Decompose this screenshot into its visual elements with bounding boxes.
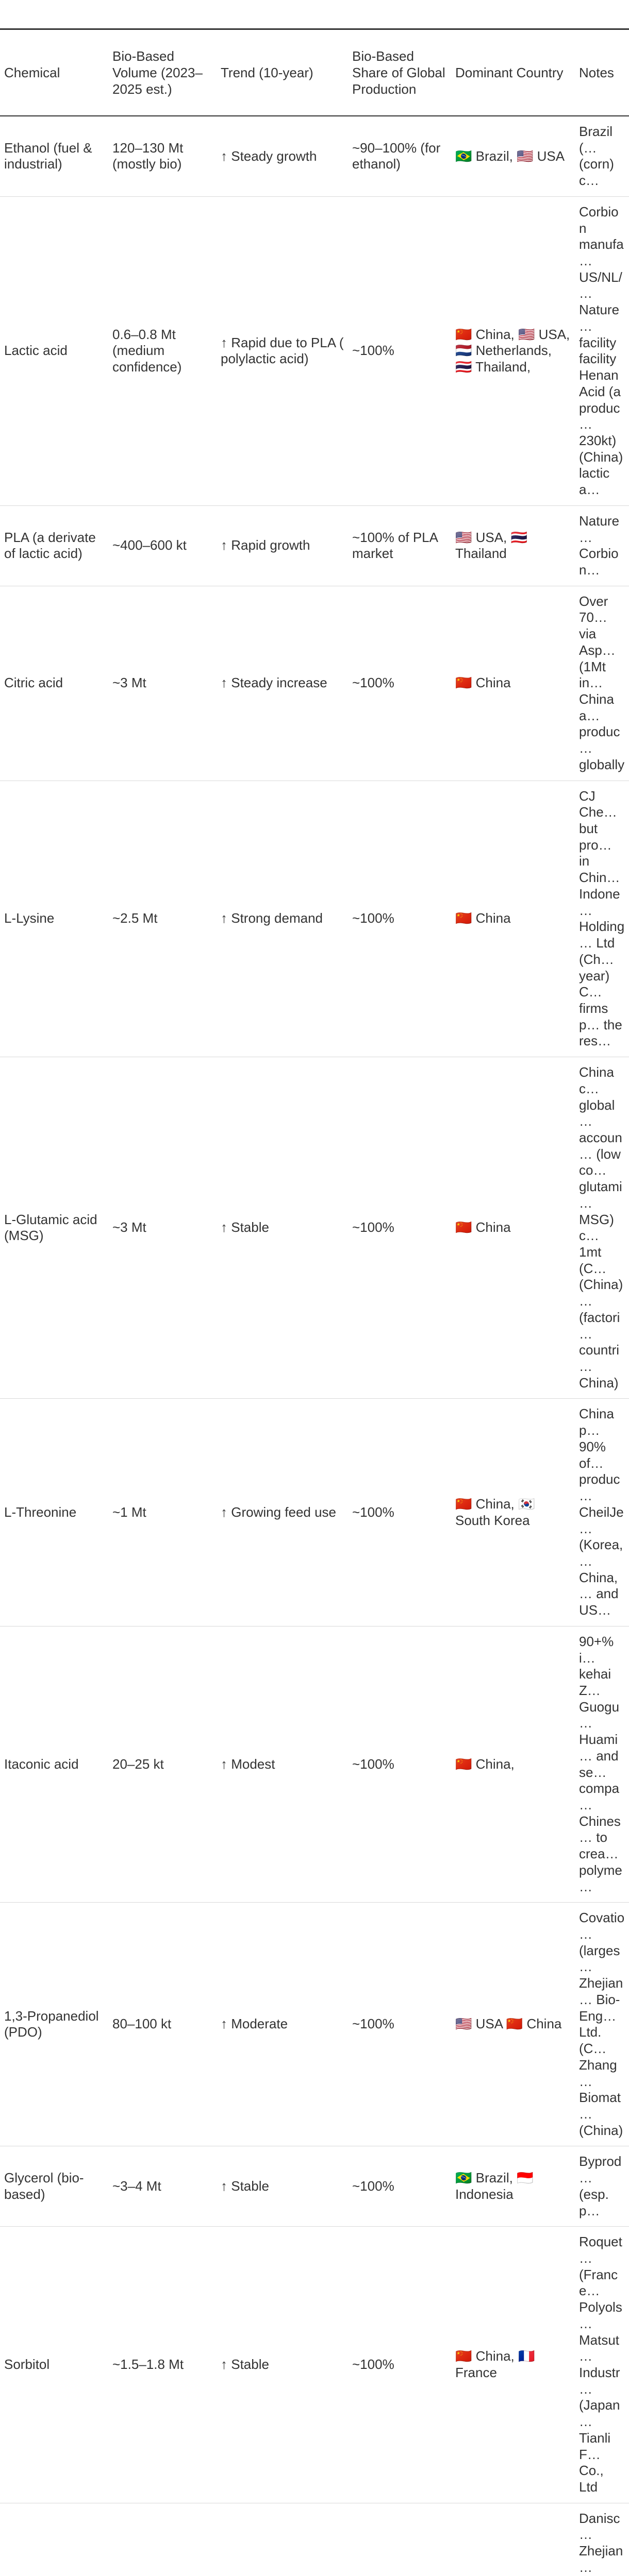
header-trend: Trend (10-year) bbox=[217, 31, 348, 116]
header-chemical: Chemical bbox=[0, 31, 108, 116]
cell-share: ~100% bbox=[348, 1057, 451, 1399]
cell-chemical: Ethanol (fuel & industrial) bbox=[0, 116, 108, 196]
header-row bbox=[0, 31, 629, 116]
cell-trend: ↑ Growing feed use bbox=[217, 1399, 348, 1626]
cell-share: ~100% bbox=[348, 2146, 451, 2227]
table-row bbox=[0, 2227, 629, 2503]
cell-trend: ↑ Rapid growth bbox=[217, 505, 348, 586]
cell-notes: Over 70… via Asp… (1Mt in… China a… produc… globally bbox=[575, 586, 629, 781]
cell-country: 🇨🇳 China, 🇫🇷 France bbox=[451, 2227, 575, 2503]
cell-trend: ↑ Rapid due to PLA ( polylactic acid) bbox=[217, 196, 348, 505]
cell-chemical: Itaconic acid bbox=[0, 1626, 108, 1903]
cell-country: 🇨🇳 China bbox=[451, 586, 575, 781]
cell-trend: ↑ Steady increase bbox=[217, 586, 348, 781]
cell-share: ~100% bbox=[348, 1399, 451, 1626]
cell-trend: ↑ Stable bbox=[217, 2227, 348, 2503]
header-volume: Bio-Based Volume (2023–2025 est.) bbox=[108, 31, 217, 116]
cell-trend: ↑ Moderate bbox=[217, 1903, 348, 2146]
cell-country: 🇧🇷 Brazil, 🇺🇸 USA bbox=[451, 116, 575, 196]
cell-notes: China c… global … accoun… (low co… glutami… MSG) c… 1mt (C… (China)… (factori… countri… China) bbox=[575, 1057, 629, 1399]
cell-volume: ~2.5 Mt bbox=[108, 781, 217, 1057]
cell-volume: ~3 Mt bbox=[108, 1057, 217, 1399]
table-header bbox=[0, 31, 629, 116]
cell-country: 🇨🇳 China bbox=[451, 1057, 575, 1399]
cell-chemical: L-Glutamic acid (MSG) bbox=[0, 1057, 108, 1399]
cell-chemical: Citric acid bbox=[0, 586, 108, 781]
cell-country: 🇨🇳 China, 🇰🇷 South Korea bbox=[451, 1399, 575, 1626]
cell-share: ~100% bbox=[348, 196, 451, 505]
cell-chemical: L-Lysine bbox=[0, 781, 108, 1057]
cell-country: 🇨🇳 China, bbox=[451, 1626, 575, 1903]
cell-notes: Danisc… Zhejian… bbox=[575, 2503, 629, 2576]
cell-notes: 90+% i… kehai Z… Guogu… Huami… and se… compa… Chines… to crea… polyme… bbox=[575, 1626, 629, 1903]
table-row bbox=[0, 2503, 629, 2576]
cell-trend: ↑ Strong demand bbox=[217, 781, 348, 1057]
table-row bbox=[0, 505, 629, 586]
cell-volume: 0.6–0.8 Mt (medium confidence) bbox=[108, 196, 217, 505]
table-row bbox=[0, 116, 629, 196]
cell-trend bbox=[217, 2503, 348, 2576]
cell-country: 🇧🇷 Brazil, 🇮🇩 Indonesia bbox=[451, 2146, 575, 2227]
cell-chemical: Glycerol (bio-based) bbox=[0, 2146, 108, 2227]
cell-chemical: Sorbitol bbox=[0, 2227, 108, 2503]
header-country: Dominant Country bbox=[451, 31, 575, 116]
cell-notes: CJ Che… but pro… in Chin… Indone… Holding… Ltd (Ch… year) C… firms p… the res… bbox=[575, 781, 629, 1057]
cell-chemical: L-Threonine bbox=[0, 1399, 108, 1626]
table-row bbox=[0, 196, 629, 505]
cell-country: 🇨🇳 China bbox=[451, 781, 575, 1057]
cell-volume: 120–130 Mt (mostly bio) bbox=[108, 116, 217, 196]
cell-share: ~100% of PLA market bbox=[348, 505, 451, 586]
table-row bbox=[0, 781, 629, 1057]
cell-chemical: PLA (a derivate of lactic acid) bbox=[0, 505, 108, 586]
cell-trend: ↑ Stable bbox=[217, 2146, 348, 2227]
bio-based-chemicals-table bbox=[0, 31, 629, 2576]
cell-volume: 80–100 kt bbox=[108, 1903, 217, 2146]
cell-chemical bbox=[0, 2503, 108, 2576]
table-row bbox=[0, 1626, 629, 1903]
header-notes: Notes bbox=[575, 31, 629, 116]
cell-chemical: Lactic acid bbox=[0, 196, 108, 505]
cell-volume: ~1.5–1.8 Mt bbox=[108, 2227, 217, 2503]
header-share: Bio-Based Share of Global Production bbox=[348, 31, 451, 116]
cell-trend: ↑ Steady growth bbox=[217, 116, 348, 196]
cell-share: ~100% bbox=[348, 1903, 451, 2146]
cell-notes: Corbion manufa… US/NL/… Nature… facility facility Henan Acid (a produc… 230kt) (China) lactic a… bbox=[575, 196, 629, 505]
cell-notes: Covatio… (larges… Zhejian… Bio-Eng… Ltd. (C… Zhang… Biomat… (China) bbox=[575, 1903, 629, 2146]
table-body bbox=[0, 116, 629, 2576]
cell-share: ~90–100% (for ethanol) bbox=[348, 116, 451, 196]
table-row bbox=[0, 586, 629, 781]
cell-chemical: 1,3-Propanediol (PDO) bbox=[0, 1903, 108, 2146]
cell-notes: China p… 90% of… produc… CheilJe… (Korea,… China, … and US… bbox=[575, 1399, 629, 1626]
cell-notes: Roquet… (France… Polyols… Matsut… Industr… (Japan… Tianli F… Co., Ltd bbox=[575, 2227, 629, 2503]
cell-volume: ~3 Mt bbox=[108, 586, 217, 781]
cell-share: ~100% bbox=[348, 586, 451, 781]
cell-volume: ~400–600 kt bbox=[108, 505, 217, 586]
cell-share: ~100% bbox=[348, 781, 451, 1057]
cell-notes: Brazil (… (corn) c… bbox=[575, 116, 629, 196]
cell-trend: ↑ Stable bbox=[217, 1057, 348, 1399]
table-row bbox=[0, 1057, 629, 1399]
cell-volume: ~1 Mt bbox=[108, 1399, 217, 1626]
cell-share: ~100% bbox=[348, 2227, 451, 2503]
table-row bbox=[0, 2146, 629, 2227]
cell-country: 🇨🇳 China, 🇺🇸 USA, 🇳🇱 Netherlands, 🇹🇭 Thailand, bbox=[451, 196, 575, 505]
table-row bbox=[0, 1903, 629, 2146]
cell-share: ~100% bbox=[348, 1626, 451, 1903]
cell-country: 🇺🇸 USA, 🇹🇭 Thailand bbox=[451, 505, 575, 586]
cell-volume bbox=[108, 2503, 217, 2576]
cell-notes: Nature… Corbion… bbox=[575, 505, 629, 586]
cell-trend: ↑ Modest bbox=[217, 1626, 348, 1903]
table-top-rule bbox=[0, 28, 629, 30]
table-row bbox=[0, 1399, 629, 1626]
cell-volume: 20–25 kt bbox=[108, 1626, 217, 1903]
cell-share bbox=[348, 2503, 451, 2576]
cell-country bbox=[451, 2503, 575, 2576]
cell-country: 🇺🇸 USA 🇨🇳 China bbox=[451, 1903, 575, 2146]
cell-volume: ~3–4 Mt bbox=[108, 2146, 217, 2227]
cell-notes: Byprod… (esp. p… bbox=[575, 2146, 629, 2227]
